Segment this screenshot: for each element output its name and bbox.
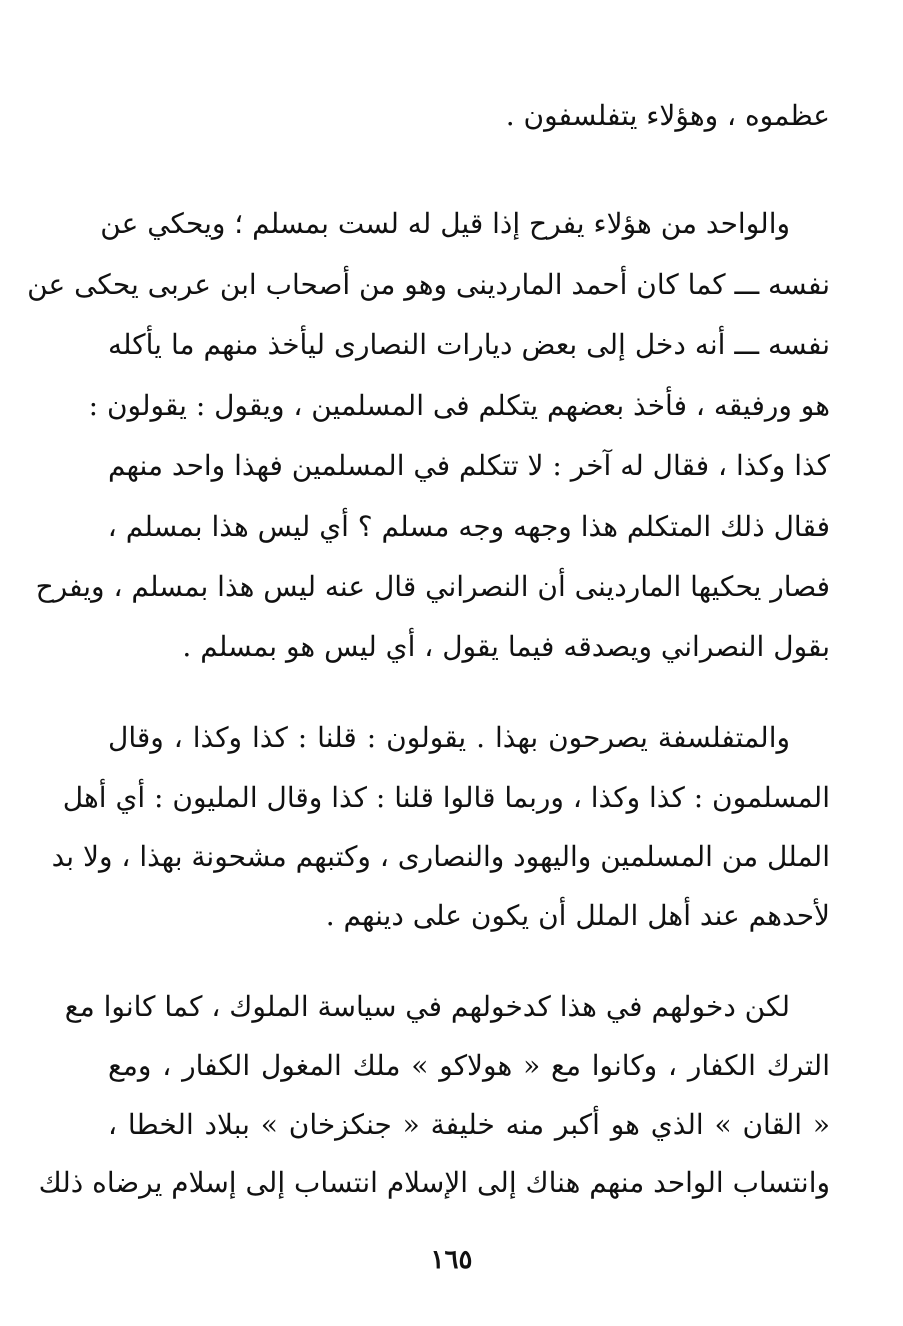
text-line: لكن دخولهم في هذا كدخولهم في سياسة الملوك ، كما كانوا مع — [64, 990, 790, 1023]
page-number: ١٦٥ — [430, 1245, 473, 1275]
text-line: « القان » الذي هو أكبر منه خليفة « جنكزخان » ببلاد الخطا ، — [108, 1108, 830, 1141]
text-line: والمتفلسفة يصرحون بهذا . يقولون : قلنا : كذا وكذا ، وقال — [108, 721, 790, 754]
text-line: الملل من المسلمين واليهود والنصارى ، وكتبهم مشحونة بهذا ، ولا بد — [51, 840, 830, 873]
text-line: المسلمون : كذا وكذا ، وربما قالوا قلنا : كذا وقال المليون : أي أهل — [62, 781, 830, 814]
text-line: لأحدهم عند أهل الملل أن يكون على دينهم . — [325, 899, 830, 932]
text-line: نفسه ـــ أنه دخل إلى بعض ديارات النصارى ليأخذ منهم ما يأكله — [108, 328, 830, 361]
text-line: نفسه ـــ كما كان أحمد الماردينى وهو من أصحاب ابن عربى يحكى عن — [27, 268, 830, 301]
text-line: فصار يحكيها الماردينى أن النصراني قال عنه ليس هذا بمسلم ، ويفرح — [35, 570, 830, 603]
text-line: والواحد من هؤلاء يفرح إذا قيل له لست بمسلم ؛ ويحكي عن — [100, 207, 790, 240]
text-line: عظموه ، وهؤلاء يتفلسفون . — [505, 99, 830, 132]
text-line: كذا وكذا ، فقال له آخر : لا تتكلم في المسلمين فهذا واحد منهم — [108, 449, 831, 482]
text-line: الترك الكفار ، وكانوا مع « هولاكو » ملك المغول الكفار ، ومع — [108, 1049, 830, 1082]
text-line: بقول النصراني ويصدقه فيما يقول ، أي ليس هو بمسلم . — [182, 630, 830, 663]
text-line: فقال ذلك المتكلم هذا وجهه وجه مسلم ؟ أي ليس هذا بمسلم ، — [107, 510, 830, 543]
text-line: وانتساب الواحد منهم هناك إلى الإسلام انتساب إلى إسلام يرضاه ذلك — [38, 1166, 830, 1199]
text-line: هو ورفيقه ، فأخذ بعضهم يتكلم فى المسلمين ، ويقول : يقولون : — [88, 389, 830, 422]
